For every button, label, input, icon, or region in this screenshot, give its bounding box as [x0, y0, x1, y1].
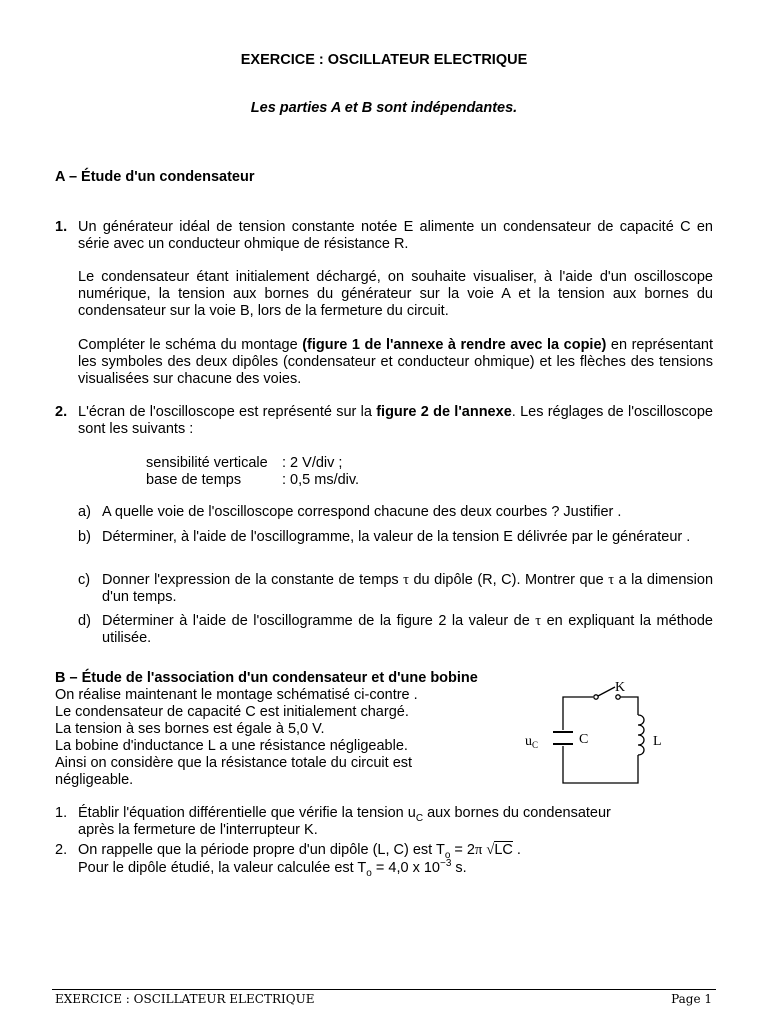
sqrt-symbol: √: [486, 842, 495, 858]
part-b-line: On réalise maintenant le montage schématisé ci-contre .: [55, 687, 418, 703]
b-q2-l2-b: = 4,0 x 10: [371, 860, 440, 876]
part-b-line: Ainsi on considère que la résistance totale du circuit est: [55, 755, 413, 771]
question-number: 1.: [55, 219, 68, 235]
q2-intro: [78, 404, 713, 438]
item-letter: c): [78, 572, 91, 588]
capacitor-label: C: [579, 732, 589, 747]
settings-label: sensibilité verticale: [146, 455, 268, 471]
page-title: EXERCICE : OSCILLATEUR ELECTRIQUE: [240, 52, 528, 68]
b-q2-eq: = 2: [450, 842, 475, 858]
page-number: Page 1: [671, 992, 712, 1006]
c-text-c: a la dimension d'un temps.: [102, 572, 714, 605]
b-q2-l2-sub: o: [366, 867, 372, 879]
part-b-heading: B – Étude de l'association d'un condensateur et d'une bobine: [55, 670, 478, 686]
item-letter: d): [78, 613, 91, 629]
b-q2-end: .: [516, 842, 521, 858]
footer-divider: [52, 989, 716, 990]
d-text-b: en expliquant la méthode utilisée.: [102, 613, 713, 646]
q2-intro-a: L'écran de l'oscilloscope est représenté sur la: [78, 404, 377, 420]
voltage-label: [525, 734, 538, 750]
q1-paragraph-1: Un générateur idéal de tension constante notée E alimente un condensateur de capacité C en série avec un conducteur ohmique de résistance R.: [78, 219, 713, 252]
p3-text-b: en représentant les symboles des deux dipôles (condensateur et conducteur ohmique) et les flèches des tensions visualisées sur chacune des voies.: [78, 337, 713, 387]
part-b-line: La tension à ses bornes est égale à 5,0 V.: [55, 721, 325, 737]
question-text: [78, 219, 713, 253]
b-q2-line2: [78, 860, 467, 877]
b-q2-sub: o: [444, 849, 451, 861]
b-q2-l2-c: s.: [451, 860, 467, 876]
settings-value: : 0,5 ms/div.: [282, 472, 360, 488]
c-text-b: du dipôle (R, C). Montrer que: [408, 572, 609, 588]
q2-intro-bold: figure 2 de l'annexe: [376, 404, 512, 420]
voltage-sub: C: [532, 740, 539, 750]
tau-symbol: τ: [608, 572, 615, 588]
settings-label: base de temps: [146, 472, 242, 488]
b-q1-sub: C: [415, 812, 424, 824]
tau-symbol: τ: [403, 572, 409, 588]
sqrt-content: LC: [494, 842, 513, 858]
switch-label: K: [615, 680, 626, 695]
coil-label: L: [653, 734, 662, 749]
q1-paragraph-2: Le condensateur étant initialement déchargé, on souhaite visualiser, à l'aide d'un oscilloscope numérique, la tension aux bornes du générateur sur la voie A et la tension aux bornes du condensateur sur la voie B, lors de la fermeture du circuit.: [78, 269, 713, 319]
part-a-heading: A – Étude d'un condensateur: [55, 169, 255, 185]
b-q1-line2: après la fermeture de l'interrupteur K.: [78, 822, 318, 838]
part-b-line: La bobine d'inductance L a une résistance négligeable.: [55, 738, 408, 754]
question-number: 1.: [55, 805, 68, 821]
item-letter: a): [78, 504, 91, 520]
q2-intro-b: . Les réglages de l'oscilloscope sont les suivants :: [78, 404, 713, 437]
item-letter: b): [78, 529, 91, 545]
b-q2-a: On rappelle que la période propre d'un dipôle (L, C) est T: [78, 842, 445, 858]
tau-symbol: τ: [535, 613, 542, 629]
b-q1-a: Établir l'équation différentielle que vérifie la tension u: [78, 805, 416, 821]
item-a-text: A quelle voie de l'oscilloscope correspond chacune des deux courbes ? Justifier .: [102, 504, 622, 520]
footer-title: EXERCICE : OSCILLATEUR ELECTRIQUE: [55, 992, 315, 1006]
c-text-a: Donner l'expression de la constante de temps: [102, 572, 404, 588]
voltage-u: u: [525, 734, 532, 749]
q1-paragraph-3: [78, 337, 713, 388]
item-b-text: Déterminer, à l'aide de l'oscillogramme, la valeur de la tension E délivrée par le générateur .: [102, 529, 691, 545]
pi-symbol: π: [475, 842, 483, 858]
item-c-text: [102, 572, 713, 606]
d-text-a: Déterminer à l'aide de l'oscillogramme de la figure 2 la valeur de: [102, 613, 536, 629]
item-d-text: [102, 613, 713, 647]
subtitle: Les parties A et B sont indépendantes.: [250, 100, 518, 116]
b-q2-l2-sup: −3: [439, 858, 452, 870]
part-b-line: Le condensateur de capacité C est initialement chargé.: [55, 704, 409, 720]
b-q1-b: aux bornes du condensateur: [423, 805, 611, 821]
b-q2-line1: [78, 842, 521, 859]
b-q1-line1: [78, 805, 611, 822]
part-b-line: négligeable.: [55, 772, 134, 788]
p3-text-a: Compléter le schéma du montage: [78, 337, 303, 353]
p3-bold: (figure 1 de l'annexe à rendre avec la copie): [302, 337, 607, 353]
question-number: 2.: [55, 842, 68, 858]
b-q2-l2-a: Pour le dipôle étudié, la valeur calculée est T: [78, 860, 367, 876]
lc-circuit-diagram: [515, 675, 675, 790]
question-number: 2.: [55, 404, 68, 420]
settings-value: : 2 V/div ;: [282, 455, 343, 471]
